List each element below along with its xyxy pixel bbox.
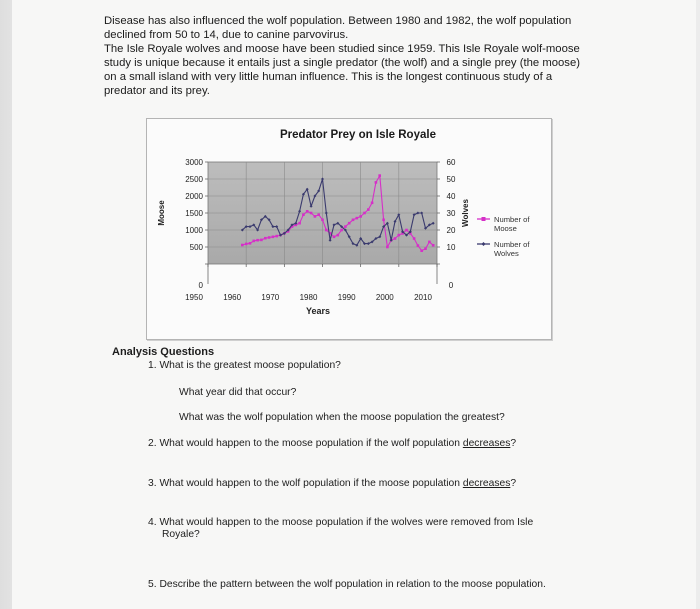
x-tick-label: 1960 xyxy=(223,293,242,302)
question-1-part-a: What year did that occur? xyxy=(179,387,297,398)
x-tick-label: 1950 xyxy=(185,293,203,302)
legend-wolves-text: Number of xyxy=(494,240,530,249)
y-tick-label-left: 1500 xyxy=(185,209,203,218)
y-tick-label-right: 40 xyxy=(446,192,456,201)
question-2-text: 2. What would happen to the moose population if the wolf population xyxy=(148,438,463,449)
question-2-emphasis: decreases xyxy=(462,438,511,449)
x-tick-label: 2010 xyxy=(414,293,432,302)
intro-line: declined from 50 to 14, due to canine parvovirus. xyxy=(104,29,349,41)
y-tick-label-left: 500 xyxy=(189,243,203,252)
x-tick-label: 1970 xyxy=(261,293,280,302)
question-2-end: ? xyxy=(510,438,517,449)
intro-line: predator and its prey. xyxy=(104,85,210,97)
question-4-continued: Royale? xyxy=(162,529,200,540)
x-axis-label: Years xyxy=(305,306,331,316)
y-tick-label-right: 60 xyxy=(446,158,456,167)
legend-moose-text: Moose xyxy=(494,224,517,233)
x-tick-label: 1990 xyxy=(337,293,356,302)
y-tick-label-right: 0 xyxy=(448,281,454,290)
chart-title: Predator Prey on Isle Royale xyxy=(280,129,436,141)
y-tick-label-left: 2000 xyxy=(185,192,203,201)
question-2 xyxy=(148,437,516,450)
y-tick-label-right: 20 xyxy=(446,226,456,235)
question-5: 5. Describe the pattern between the wolf population in relation to the moose population. xyxy=(148,579,546,590)
y-axis-label-left: Moose xyxy=(157,200,166,226)
intro-line: study is unique because it entails just a single predator (the wolf) and a single prey (the moose) xyxy=(104,57,580,69)
y-tick-label-right: 50 xyxy=(446,175,456,184)
y-tick-label-left: 0 xyxy=(198,281,203,290)
intro-line: on a small island with very little human influence. This is the longest continuous study of a xyxy=(104,71,553,83)
intro-line: The Isle Royale wolves and moose have been studied since 1959. This Isle Royale wolf-moose xyxy=(104,43,580,55)
question-3-text: 3. What would happen to the wolf population if the moose population xyxy=(148,478,463,489)
question-3-emphasis: decreases xyxy=(462,478,511,489)
x-tick-label: 1980 xyxy=(299,293,318,302)
questions-heading: Analysis Questions xyxy=(112,346,215,358)
x-tick-label: 2000 xyxy=(375,293,394,302)
y-tick-label-right: 30 xyxy=(446,209,456,218)
legend-wolves-text: Wolves xyxy=(494,249,519,258)
question-3 xyxy=(148,477,516,490)
y-tick-label-left: 2500 xyxy=(185,175,203,184)
y-tick-label-right: 10 xyxy=(446,243,456,252)
y-axis-label-right: Wolves xyxy=(461,199,470,227)
intro-line: Disease has also influenced the wolf population. Between 1980 and 1982, the wolf population xyxy=(104,15,572,27)
y-tick-label-left: 3000 xyxy=(185,158,203,167)
question-1-part-b: What was the wolf population when the moose population the greatest? xyxy=(179,412,505,423)
question-4: 4. What would happen to the moose population if the wolves were removed from Isle xyxy=(148,517,534,528)
question-3-end: ? xyxy=(510,478,517,489)
question-1: 1. What is the greatest moose population? xyxy=(148,360,341,371)
y-tick-label-left: 1000 xyxy=(185,226,203,235)
legend-moose-text: Number of xyxy=(494,215,530,224)
